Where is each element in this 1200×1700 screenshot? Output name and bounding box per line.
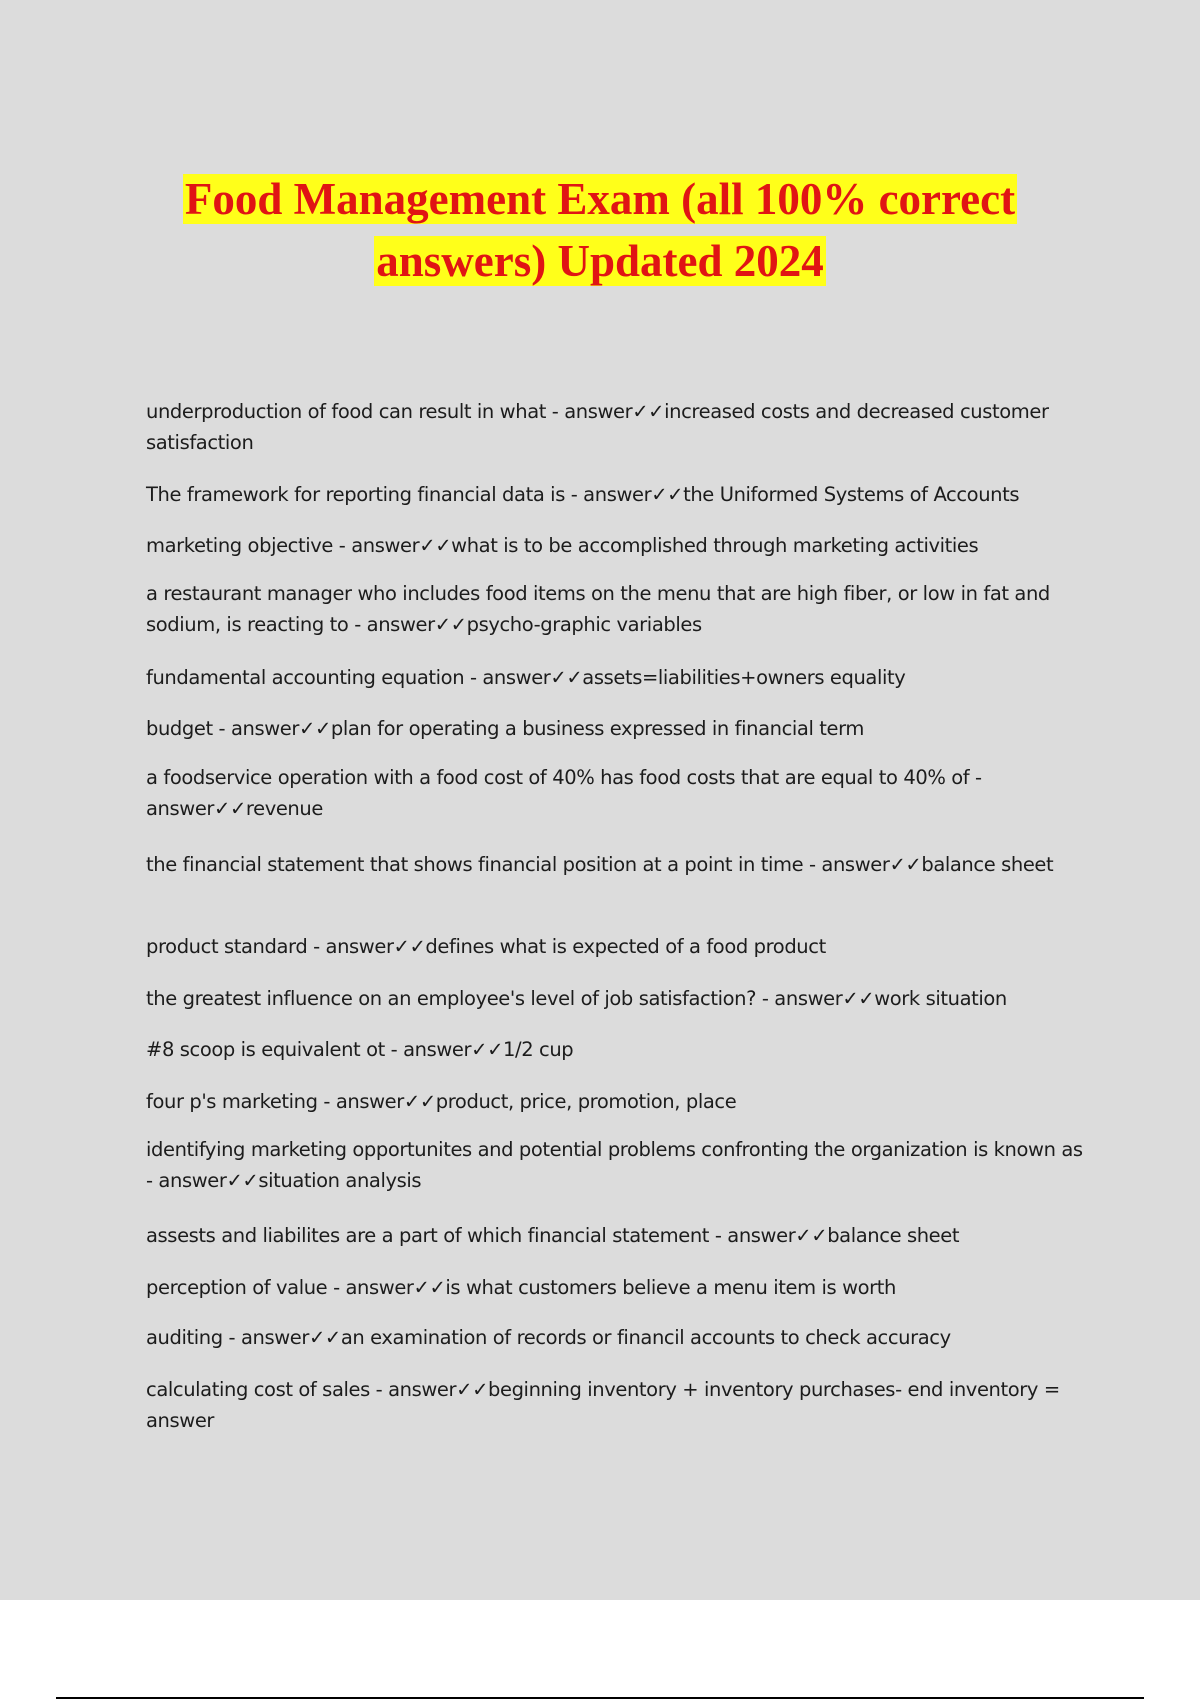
qa-item: identifying marketing opportunites and potential problems confronting the organization is known as - answer✓✓situation analysis	[146, 1138, 1083, 1192]
qa-item: a restaurant manager who includes food items on the menu that are high fiber, or low in fat and sodium, is reacting to - answer✓✓psycho-graphic variables	[146, 582, 1050, 636]
qa-item: product standard - answer✓✓defines what is expected of a food product	[146, 935, 826, 958]
qa-item: the greatest influence on an employee's level of job satisfaction? - answer✓✓work situation	[146, 987, 1007, 1010]
document-title	[0, 168, 1200, 292]
qa-item: fundamental accounting equation - answer✓✓assets=liabilities+owners equality	[146, 666, 906, 689]
title-line-2: answers) Updated 2024	[376, 236, 824, 286]
qa-item: perception of value - answer✓✓is what customers believe a menu item is worth	[146, 1276, 897, 1299]
qa-item: assests and liabilites are a part of which financial statement - answer✓✓balance sheet	[146, 1224, 960, 1247]
qa-item: auditing - answer✓✓an examination of records or financil accounts to check accuracy	[146, 1326, 951, 1349]
qa-item: the financial statement that shows financial position at a point in time - answer✓✓balance sheet	[146, 853, 1054, 876]
qa-item: four p's marketing - answer✓✓product, price, promotion, place	[146, 1090, 737, 1113]
bottom-divider	[56, 1697, 1144, 1699]
qa-item: underproduction of food can result in what - answer✓✓increased costs and decreased customer satisfaction	[146, 400, 1049, 454]
qa-item: The framework for reporting financial data is - answer✓✓the Uniformed Systems of Accounts	[146, 483, 1020, 506]
title-line-1: Food Management Exam (all 100% correct	[184, 174, 1016, 224]
qa-item: budget - answer✓✓plan for operating a business expressed in financial term	[146, 717, 864, 740]
qa-item: calculating cost of sales - answer✓✓beginning inventory + inventory purchases- end inventory = answer	[146, 1378, 1060, 1432]
qa-item: #8 scoop is equivalent ot - answer✓✓1/2 cup	[146, 1038, 574, 1061]
qa-item: a foodservice operation with a food cost of 40% has food costs that are equal to 40% of - answer✓✓revenue	[146, 766, 982, 820]
qa-item: marketing objective - answer✓✓what is to be accomplished through marketing activities	[146, 534, 979, 557]
